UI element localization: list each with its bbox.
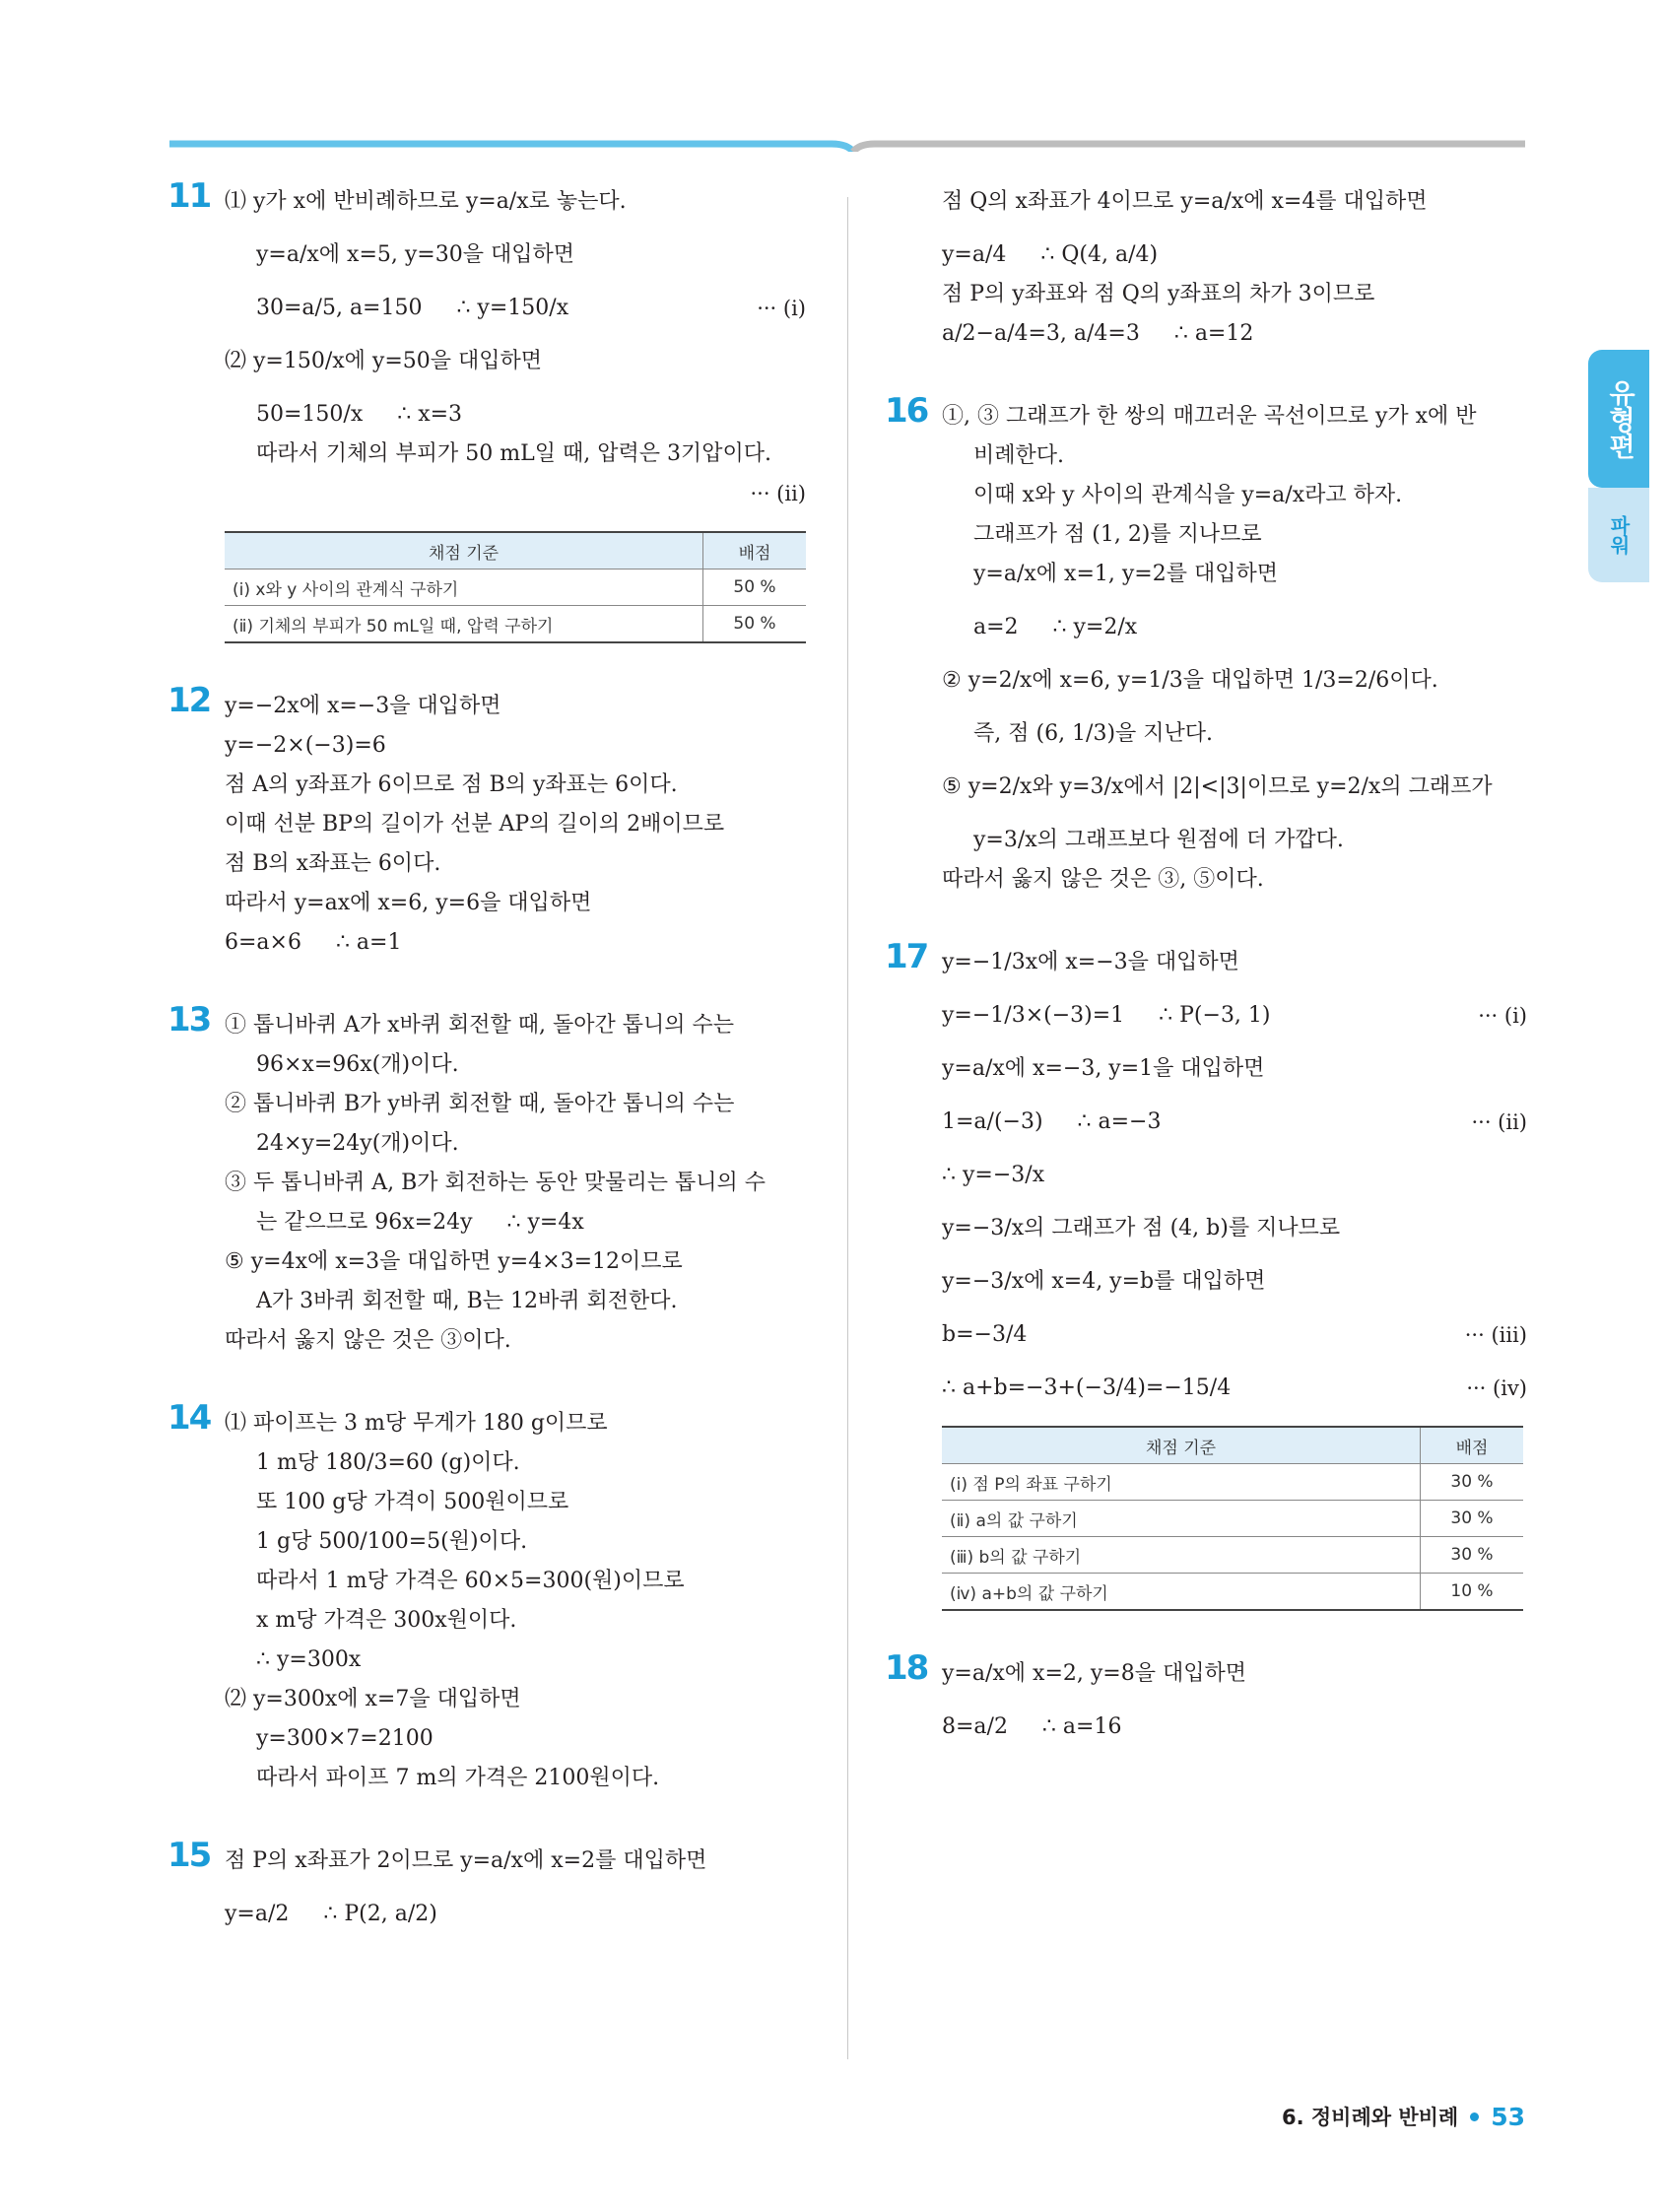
solution-line: b=−3/4 ··· (ⅲ) — [942, 1322, 1527, 1347]
problem-14 — [167, 1398, 806, 1798]
solution-line: 8=a/2 ∴ a=16 — [942, 1714, 1122, 1739]
solution-line: 따라서 기체의 부피가 50 mL일 때, 압력은 3기압이다. — [256, 441, 771, 466]
solution-line: 1 g당 500/100=5(원)이다. — [256, 1529, 528, 1554]
solution-line: y=−3/x의 그래프가 점 (4, b)를 지나므로 — [942, 1216, 1341, 1240]
solution-line: ⑴ 파이프는 3 m당 무게가 180 g이므로 — [225, 1411, 608, 1436]
problem-number: 15 — [167, 1836, 211, 1875]
solution-line: y=a/x에 x=−3, y=1을 대입하면 — [942, 1056, 1265, 1081]
bullet-dot — [1470, 2112, 1479, 2121]
column-divider — [847, 197, 848, 2059]
problem-number: 11 — [167, 176, 211, 216]
problem-16 — [885, 391, 1527, 900]
solution-line: ⑤ y=4x에 x=3을 대입하면 y=4×3=12이므로 — [225, 1249, 683, 1274]
solution-line: a/2−a/4=3, a/4=3 ∴ a=12 — [942, 321, 1254, 346]
side-tab-power[interactable]: 파워 — [1588, 488, 1649, 582]
scoring-table: 채점 기준 배점 (ⅰ) x와 y 사이의 관계식 구하기 50 % (ⅱ) 기체의 부피가 50 mL일 때, 압력 구하기 50 % — [225, 531, 806, 643]
problem-number: 12 — [167, 681, 211, 720]
solution-line: y=a/2 ∴ P(2, a/2) — [225, 1902, 437, 1926]
solution-line: 따라서 옳지 않은 것은 ③이다. — [225, 1328, 511, 1353]
solution-line: 1=a/(−3) ∴ a=−3 ··· (ⅱ) — [942, 1109, 1527, 1134]
solution-line: y=−3/x에 x=4, y=b를 대입하면 — [942, 1269, 1266, 1294]
solution-line: 점 Q의 x좌표가 4이므로 y=a/x에 x=4를 대입하면 — [942, 189, 1428, 214]
problem-number: 14 — [167, 1398, 211, 1438]
solution-line: y=−1/3×(−3)=1 ∴ P(−3, 1) ··· (ⅰ) — [942, 1003, 1527, 1028]
solution-line: 점 P의 y좌표와 점 Q의 y좌표의 차가 3이므로 — [942, 282, 1375, 306]
solution-line: ② y=2/x에 x=6, y=1/3을 대입하면 1/3=2/6이다. — [942, 668, 1438, 693]
step-tag: ··· (ⅰ) — [757, 297, 806, 320]
page-footer — [1282, 2102, 1525, 2131]
solution-line: x m당 가격은 300x원이다. — [256, 1608, 517, 1633]
solution-line: y=a/x에 x=1, y=2를 대입하면 — [973, 562, 1278, 586]
solution-line — [225, 474, 806, 513]
solution-line: ⑤ y=2/x와 y=3/x에서 |2|<|3|이므로 y=2/x의 그래프가 — [942, 774, 1493, 799]
solution-line: 그래프가 점 (1, 2)를 지나므로 — [973, 522, 1262, 547]
solution-line: y=a/4 ∴ Q(4, a/4) — [942, 242, 1159, 267]
solution-line: 이때 선분 BP의 길이가 선분 AP의 길이의 2배이므로 — [225, 812, 725, 837]
solution-line: y=−2×(−3)=6 — [225, 733, 386, 758]
step-tag: ··· (ⅲ) — [1464, 1323, 1527, 1347]
page-number: 53 — [1491, 2102, 1525, 2131]
step-tag: ··· (ⅰ) — [1478, 1004, 1527, 1028]
solution-line: y=a/x에 x=5, y=30을 대입하면 — [256, 242, 574, 267]
solution-line: 따라서 옳지 않은 것은 ③, ⑤이다. — [942, 867, 1264, 892]
solution-line: 1 m당 180/3=60 (g)이다. — [256, 1450, 520, 1475]
solution-line: A가 3바퀴 회전할 때, B는 12바퀴 회전한다. — [256, 1289, 678, 1313]
solution-line: ∴ y=−3/x — [942, 1163, 1045, 1187]
solution-line: 비례한다. — [973, 443, 1065, 468]
solution-line: 24×y=24y(개)이다. — [256, 1131, 459, 1156]
solution-line: 따라서 파이프 7 m의 가격은 2100원이다. — [256, 1766, 660, 1790]
solution-line: ∴ y=300x — [256, 1647, 362, 1672]
solution-line: 30=a/5, a=150 ∴ y=150/x ··· (ⅰ) — [256, 296, 806, 320]
problem-13 — [167, 1000, 806, 1361]
solution-line: ①, ③ 그래프가 한 쌍의 매끄러운 곡선이므로 y가 x에 반 — [942, 404, 1477, 429]
left-column — [167, 176, 806, 1977]
problem-number: 16 — [885, 391, 928, 431]
step-tag: ··· (ⅱ) — [1471, 1110, 1527, 1134]
problem-15 — [167, 1836, 806, 1934]
solution-line: y=−2x에 x=−3을 대입하면 — [225, 694, 501, 718]
solution-line: 6=a×6 ∴ a=1 — [225, 930, 402, 955]
right-column — [885, 182, 1527, 1790]
solution-line: ② 톱니바퀴 B가 y바퀴 회전할 때, 돌아간 톱니의 수는 — [225, 1092, 735, 1116]
step-tag: ··· (ⅳ) — [1466, 1376, 1527, 1400]
solution-line: a=2 ∴ y=2/x — [973, 615, 1138, 639]
header-bar — [169, 136, 1525, 152]
solution-line: y=3/x의 그래프보다 원점에 더 가깝다. — [973, 828, 1344, 852]
solution-line: 이때 x와 y 사이의 관계식을 y=a/x라고 하자. — [973, 483, 1403, 507]
scoring-table: 채점 기준 배점 (ⅰ) 점 P의 좌표 구하기 30 % (ⅱ) a의 값 구하기 30 % (ⅲ) b의 값 구하기 30 % (ⅳ) a+b의 값 구하기 10 % — [942, 1426, 1523, 1611]
problem-number: 18 — [885, 1648, 928, 1688]
problem-12 — [167, 681, 806, 963]
solution-line: ⑴ y가 x에 반비례하므로 y=a/x로 놓는다. — [225, 189, 627, 214]
solution-line: 점 P의 x좌표가 2이므로 y=a/x에 x=2를 대입하면 — [225, 1848, 707, 1873]
solution-line: 따라서 1 m당 가격은 60×5=300(원)이므로 — [256, 1569, 685, 1593]
problem-11 — [167, 176, 806, 643]
solution-line: 따라서 y=ax에 x=6, y=6을 대입하면 — [225, 891, 592, 915]
solution-line: 는 같으므로 96x=24y ∴ y=4x — [256, 1210, 584, 1235]
solution-line: 또 100 g당 가격이 500원이므로 — [256, 1490, 569, 1514]
step-tag: ··· (ⅱ) — [750, 482, 806, 505]
solution-line: ⑵ y=150/x에 y=50을 대입하면 — [225, 349, 543, 373]
problem-17 — [885, 937, 1527, 1611]
solution-line: 96×x=96x(개)이다. — [256, 1052, 459, 1077]
problem-number: 13 — [167, 1000, 211, 1039]
side-tab-type[interactable]: 유형편 — [1588, 350, 1649, 488]
solution-line: y=−1/3x에 x=−3을 대입하면 — [942, 950, 1239, 974]
solution-line: y=300×7=2100 — [256, 1726, 434, 1751]
problem-18 — [885, 1648, 1527, 1747]
problem-15-continued — [885, 182, 1527, 354]
solution-line: 50=150/x ∴ x=3 — [256, 402, 463, 427]
solution-line: 즉, 점 (6, 1/3)을 지난다. — [973, 721, 1214, 746]
solution-line: ⑵ y=300x에 x=7을 대입하면 — [225, 1687, 521, 1711]
solution-line: ③ 두 톱니바퀴 A, B가 회전하는 동안 맞물리는 톱니의 수 — [225, 1171, 767, 1195]
solution-line: 점 B의 x좌표는 6이다. — [225, 851, 441, 876]
solution-line: y=a/x에 x=2, y=8을 대입하면 — [942, 1661, 1246, 1686]
problem-number: 17 — [885, 937, 928, 976]
solution-line: ∴ a+b=−3+(−3/4)=−15/4 ··· (ⅳ) — [942, 1375, 1527, 1400]
solution-line: 점 A의 y좌표가 6이므로 점 B의 y좌표는 6이다. — [225, 772, 678, 797]
solution-line: ① 톱니바퀴 A가 x바퀴 회전할 때, 돌아간 톱니의 수는 — [225, 1013, 735, 1038]
chapter-title: 6. 정비례와 반비례 — [1281, 2106, 1459, 2129]
